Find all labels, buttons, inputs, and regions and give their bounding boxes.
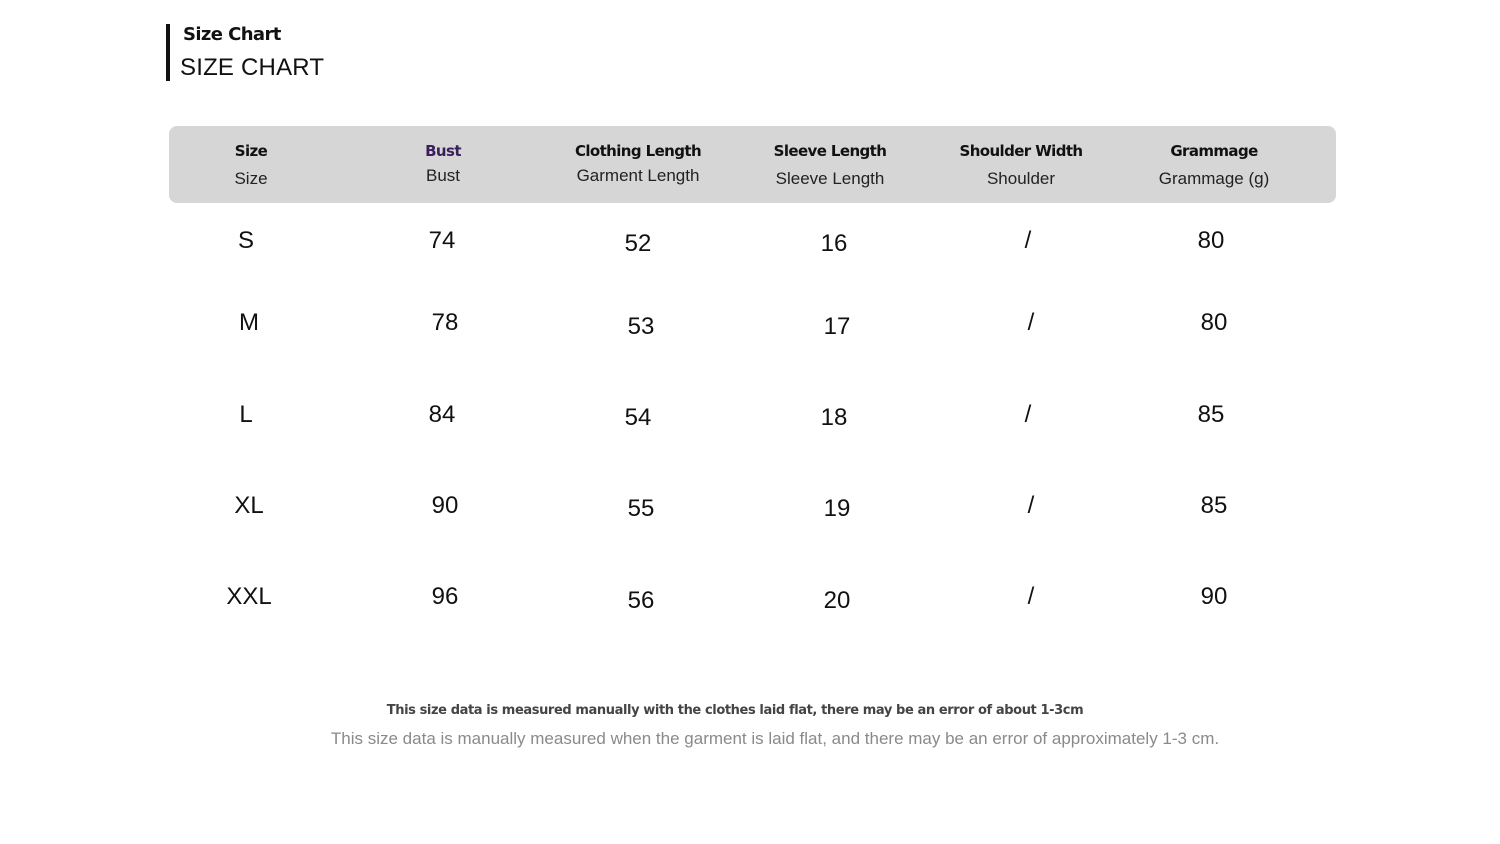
table-cell: XL xyxy=(234,492,264,519)
column-header-primary: Size xyxy=(234,142,268,160)
table-cell: 90 xyxy=(431,492,459,519)
table-cell: 55 xyxy=(627,495,655,522)
title-small: Size Chart xyxy=(183,24,281,45)
table-header xyxy=(169,126,1336,203)
column-header-secondary: Size xyxy=(234,169,268,188)
column-header-bust xyxy=(343,126,543,203)
table-cell: 96 xyxy=(431,583,459,610)
table-cell: 18 xyxy=(820,404,848,431)
table-cell: 19 xyxy=(823,495,851,522)
column-header-sleeve-length xyxy=(730,126,930,203)
table-cell: / xyxy=(1027,309,1035,336)
column-header-secondary: Grammage (g) xyxy=(1158,169,1270,188)
table-cell: 90 xyxy=(1200,583,1228,610)
table-cell: / xyxy=(1024,401,1032,428)
table-cell: 20 xyxy=(823,587,851,614)
table-cell: S xyxy=(237,227,254,254)
table-cell: / xyxy=(1027,583,1035,610)
table-cell: 80 xyxy=(1200,309,1228,336)
title-block xyxy=(166,24,325,81)
table-cell: XXL xyxy=(226,583,272,610)
table-cell: 17 xyxy=(823,313,851,340)
table-cell: 74 xyxy=(428,227,456,254)
column-header-clothing-length xyxy=(538,126,738,203)
table-cell: / xyxy=(1027,492,1035,519)
column-header-grammage xyxy=(1114,126,1314,203)
column-header-primary: Bust xyxy=(425,142,461,160)
table-cell: 56 xyxy=(627,587,655,614)
column-header-primary: Sleeve Length xyxy=(773,142,887,160)
column-header-primary: Clothing Length xyxy=(574,142,702,160)
column-header-size xyxy=(151,126,351,203)
table-cell: M xyxy=(239,309,259,336)
table-cell: 84 xyxy=(428,401,456,428)
title-large: SIZE CHART xyxy=(180,54,325,81)
measurement-note-primary: This size data is measured manually with the clothes laid flat, there may be an error of about 1-3cm xyxy=(386,703,1084,718)
table-cell: 53 xyxy=(627,313,655,340)
column-header-secondary: Garment Length xyxy=(576,166,700,185)
table-cell: / xyxy=(1024,227,1032,254)
table-cell: L xyxy=(239,401,253,428)
table-cell: 85 xyxy=(1197,401,1225,428)
table-cell: 16 xyxy=(820,230,848,257)
column-header-shoulder-width xyxy=(921,126,1121,203)
column-header-secondary: Bust xyxy=(425,166,461,185)
measurement-note-secondary: This size data is manually measured when the garment is laid flat, and there may be an error of approximately 1-3 cm. xyxy=(330,729,1220,748)
column-header-primary: Shoulder Width xyxy=(959,142,1083,160)
column-header-primary: Grammage xyxy=(1170,142,1258,160)
column-header-secondary: Shoulder xyxy=(986,169,1056,188)
table-cell: 78 xyxy=(431,309,459,336)
table-cell: 85 xyxy=(1200,492,1228,519)
table-cell: 80 xyxy=(1197,227,1225,254)
column-header-secondary: Sleeve Length xyxy=(775,169,885,188)
table-cell: 52 xyxy=(624,230,652,257)
table-cell: 54 xyxy=(624,404,652,431)
